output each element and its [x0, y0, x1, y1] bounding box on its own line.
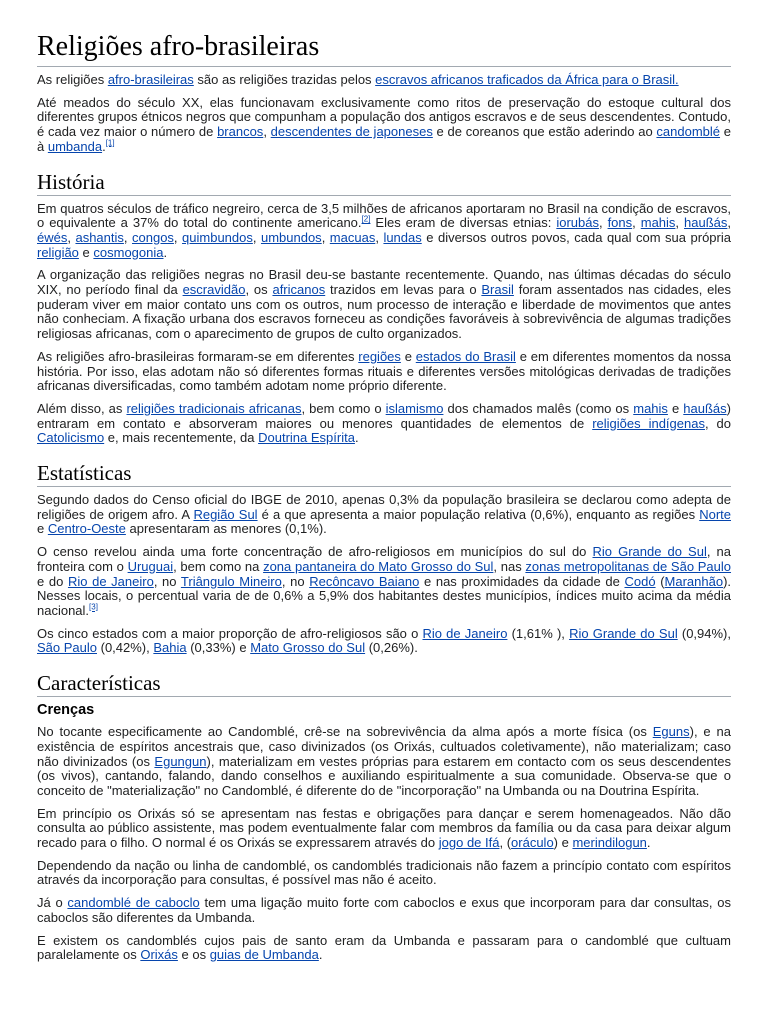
wiki-link[interactable]: estados do Brasil: [415, 348, 516, 364]
wiki-link[interactable]: quimbundos: [182, 229, 253, 245]
wiki-link[interactable]: islamismo: [385, 400, 444, 416]
text-run: ,: [375, 229, 384, 245]
wiki-link[interactable]: Orixás: [140, 947, 178, 963]
wiki-link[interactable]: Centro-Oeste: [47, 521, 126, 537]
wiki-link[interactable]: ashantis: [75, 229, 124, 245]
wiki-link[interactable]: Triângulo Mineiro: [180, 573, 282, 589]
text-run: foram assentados nas cidades, eles puderam viver em maior contato uns com os outros, num processo de interação e liberdade de movimentos que antes não conheciam. A fixação urbana dos escravos forneceu as condições favoráveis à sobrevivência de algumas tradições religiosas africanas, com o aparecimento de grupos de culto organizados.: [37, 282, 731, 342]
text-run: (1,61% ),: [507, 625, 570, 641]
wiki-link[interactable]: congos: [132, 229, 174, 245]
crencas-paragraph: [37, 807, 731, 851]
text-run: e: [78, 244, 94, 260]
text-run: e diversos outros povos, cada qual com sua própria: [421, 229, 731, 245]
text-run: ,: [321, 229, 330, 245]
section-heading-historia: História: [37, 170, 731, 196]
text-run: ,: [252, 229, 261, 245]
text-run: e: [667, 400, 684, 416]
text-run: No tocante especificamente ao Candomblé, crê-se na sobrevivência da alma após a morte física (os: [37, 724, 653, 740]
text-run: e em diferentes momentos da nossa história. Por isso, elas adotam não só diferentes formas rituais e diferentes versões mitológicas derivadas de tradições africanas diversificadas, como também adotam nome próprio diferente.: [37, 348, 731, 394]
wiki-link[interactable]: Mato Grosso do Sul: [250, 640, 366, 656]
wiki-link[interactable]: zonas metropolitanas de São Paulo: [525, 558, 732, 574]
text-run: .: [163, 244, 168, 260]
text-run: ), materializam em vestes próprias para estarem em contacto com os seus descendentes (os vivos), cantando, falando, dando conselhos e auxiliando espiritualmente a sua comunidade. Observa-se que o conceito de "materialização" no Candomblé, é diferente do de "incorporação" na Umbanda ou na Doutrina Espírita.: [37, 753, 731, 798]
text-run: , (: [499, 835, 512, 851]
text-run: Em princípio os Orixás só se apresentam nas festas e obrigações para dançar e serem homenageados. Não dão consulta ao público assistente, mas podem eventualmente falar com membros da família ou da casa para deixar algum recado para o filho. O normal é os Orixás se expressarem através do: [37, 805, 731, 851]
crencas-paragraph: [37, 859, 731, 888]
footnote-link[interactable]: [2]: [361, 214, 371, 224]
wiki-link[interactable]: guias de Umbanda: [209, 947, 319, 963]
wiki-link[interactable]: regiões: [358, 348, 401, 364]
wiki-link[interactable]: Norte: [699, 506, 731, 522]
page-title: Religiões afro-brasileiras: [37, 30, 731, 67]
wiki-link[interactable]: Maranhão: [664, 573, 724, 589]
text-run: ,: [123, 229, 132, 245]
wiki-link[interactable]: Recôncavo Baiano: [309, 573, 420, 589]
text-run: Dependendo da nação ou linha de candomblé, os candomblés tradicionais não fazem a princípio contato com espíritos através da incorporação para consultas, é possível mas não é aceito.: [37, 857, 731, 888]
wiki-link[interactable]: Rio Grande do Sul: [569, 625, 678, 641]
wiki-link[interactable]: Brasil: [481, 282, 514, 298]
wiki-link[interactable]: religiões indígenas: [592, 415, 705, 431]
wiki-link[interactable]: haußás: [683, 400, 727, 416]
text-run: e de coreanos que estão aderindo ao: [432, 124, 657, 140]
text-run: e os: [177, 947, 210, 963]
text-run: é a que apresenta a maior população relativa (0,6%), enquanto as regiões: [257, 506, 700, 522]
text-run: ), e na existência de espíritos ancestrais que, caso divinizados (os Orixás, cultuados coletivamente), não materializam; caso não divinizados (os: [37, 724, 732, 769]
wiki-link[interactable]: mahis: [640, 215, 676, 231]
wiki-link[interactable]: candomblé: [656, 124, 721, 140]
text-run: ,: [598, 215, 608, 231]
wiki-link[interactable]: oráculo: [511, 835, 554, 851]
text-run: .: [646, 835, 651, 851]
wiki-link[interactable]: umbundos: [260, 229, 322, 245]
section-heading-estatisticas: Estatísticas: [37, 461, 731, 487]
intro-paragraph: [37, 73, 731, 88]
wiki-link[interactable]: candomblé de caboclo: [67, 895, 200, 911]
text-run: As religiões: [37, 72, 108, 87]
estatisticas-paragraph: [37, 545, 731, 619]
wiki-link[interactable]: Catolicismo: [37, 430, 105, 446]
footnote-link[interactable]: [3]: [89, 602, 98, 612]
subsection-heading-crencas: Crenças: [37, 702, 95, 719]
text-run: .: [354, 430, 359, 446]
text-run: ,: [675, 215, 685, 231]
historia-paragraph: [37, 402, 731, 446]
text-run: (: [655, 573, 665, 589]
historia-paragraph: [37, 350, 731, 394]
wiki-link[interactable]: Uruguai: [127, 558, 174, 574]
wiki-link[interactable]: haußás: [684, 215, 728, 231]
text-run: , bem como na: [173, 558, 264, 574]
text-run: ). Nesses locais, o percentual varia de de 0,6% a 5,9% dos habitantes destes municípios, índices muito acima da média nacional.: [37, 573, 732, 618]
text-run: ,: [263, 124, 271, 140]
text-run: ) e: [553, 835, 573, 851]
text-run: Já o: [37, 895, 68, 911]
wiki-link[interactable]: Doutrina Espírita: [258, 430, 355, 446]
text-run: Eles eram de diversas etnias:: [370, 215, 557, 231]
wiki-link[interactable]: escravidão: [182, 282, 246, 298]
text-run: dos chamados malês (como os: [443, 400, 634, 416]
crencas-paragraph: [37, 896, 731, 925]
text-run: ,: [632, 215, 641, 231]
text-run: , no: [153, 573, 181, 589]
section-heading-caracteristicas: Características: [37, 671, 731, 697]
text-run: , bem como o: [301, 400, 386, 416]
text-run: ) entraram em contato e absorveram maiores ou menores quantidades de elementos de: [37, 400, 731, 431]
wiki-link[interactable]: macuas: [329, 229, 376, 245]
wiki-link[interactable]: iorubás: [556, 215, 599, 231]
text-run: trazidos em levas para o: [325, 282, 482, 298]
wiki-link[interactable]: lundas: [383, 229, 422, 245]
wiki-link[interactable]: fons: [607, 215, 633, 231]
text-run: As religiões afro-brasileiras formaram-se em diferentes: [37, 348, 359, 364]
footnote-link[interactable]: [1]: [105, 138, 115, 148]
historia-paragraph: [37, 268, 731, 342]
wiki-link[interactable]: descendentes de japoneses: [270, 124, 433, 140]
historia-paragraph: [37, 202, 731, 261]
wiki-link[interactable]: mahis: [633, 400, 668, 416]
text-run: ,: [67, 229, 76, 245]
footnote-ref: [106, 138, 115, 147]
text-run: Em quatros séculos de tráfico negreiro, cerca de 3,5 milhões de africanos aportaram no Brasil na condição de escravos, o equivalente a 37% do total do continente americano.: [37, 200, 731, 231]
text-run: .: [102, 138, 106, 154]
text-run: , nas: [493, 558, 526, 574]
wiki-link[interactable]: Região Sul: [193, 506, 258, 522]
wiki-link[interactable]: jogo de Ifá: [438, 835, 500, 851]
crencas-paragraph: [37, 725, 731, 799]
wiki-link[interactable]: Rio Grande do Sul: [592, 544, 707, 560]
estatisticas-paragraph: [37, 627, 731, 656]
footnote-ref: [89, 603, 98, 612]
text-run: , no: [281, 573, 310, 589]
text-run: .: [318, 947, 323, 963]
text-run: Segundo dados do Censo oficial do IBGE de 2010, apenas 0,3% da população brasileira se declarou como adepta de religiões de origem afro. A: [37, 492, 731, 522]
text-run: e do: [37, 573, 68, 589]
wiki-link[interactable]: escravos africanos traficados da África para o Brasil.: [375, 72, 679, 87]
wiki-link[interactable]: merindilogun: [572, 835, 647, 851]
wiki-link[interactable]: afro-brasileiras: [107, 72, 194, 87]
wiki-link[interactable]: religiões tradicionais africanas: [126, 400, 302, 416]
text-run: E existem os candomblés cujos pais de santo eram da Umbanda e passaram para o candomblé que cultuam paralelamente os: [37, 932, 731, 963]
text-run: , do: [704, 415, 732, 431]
text-run: ,: [727, 215, 732, 231]
wiki-link[interactable]: brancos: [217, 124, 264, 140]
wiki-link[interactable]: Eguns: [652, 724, 690, 740]
text-run: e: [400, 348, 416, 364]
wiki-link[interactable]: Bahia: [153, 640, 187, 656]
text-run: A organização das religiões negras no Brasil deu-se bastante recentemente. Quando, nas últimas décadas do século XIX, no período final da: [37, 267, 731, 298]
wiki-link[interactable]: Egungun: [154, 753, 207, 769]
wiki-link[interactable]: Rio de Janeiro: [422, 625, 508, 641]
crencas-paragraph: [37, 934, 731, 963]
text-run: e, mais recentemente, da: [104, 430, 259, 446]
wiki-link[interactable]: religião: [37, 244, 79, 260]
wiki-link[interactable]: umbanda: [47, 138, 103, 154]
text-run: (0,94%),: [677, 625, 732, 641]
text-run: ,: [173, 229, 183, 245]
wiki-link[interactable]: São Paulo: [37, 640, 97, 656]
article: [37, 0, 731, 963]
wiki-link[interactable]: Rio de Janeiro: [67, 573, 154, 589]
wiki-link[interactable]: zona pantaneira do Mato Grosso do Sul: [263, 558, 494, 574]
intro-paragraph: [37, 96, 731, 155]
text-run: e à: [37, 124, 731, 154]
wiki-link[interactable]: Codó: [624, 573, 656, 589]
text-run: Até meados do século XX, elas funcionavam exclusivamente como ritos de preservação do estoque cultural dos diferentes grupos étnicos negros que compunham a população dos antigos escravos e de seus descendentes. Contudo, é cada vez maior o número de: [37, 94, 731, 140]
text-run: (0,26%).: [365, 640, 418, 656]
wiki-link[interactable]: éwés: [37, 229, 68, 245]
wiki-link[interactable]: africanos: [272, 282, 326, 298]
text-run: (0,33%) e: [186, 640, 251, 656]
text-run: Além disso, as: [37, 400, 127, 416]
text-run: Os cinco estados com a maior proporção de afro-religiosos são o: [37, 625, 423, 641]
text-run: , na fronteira com o: [37, 544, 731, 574]
estatisticas-paragraph: [37, 493, 731, 537]
text-run: apresentaram as menores (0,1%).: [125, 521, 327, 537]
text-run: e: [37, 521, 48, 537]
wiki-link[interactable]: cosmogonia: [93, 244, 164, 260]
text-run: O censo revelou ainda uma forte concentração de afro-religiosos em municípios do sul do: [37, 544, 593, 560]
text-run: tem uma ligação muito forte com caboclos e exus que incorporam para dar consultas, os caboclos são diferentes da Umbanda.: [37, 895, 731, 925]
text-run: , os: [245, 282, 273, 298]
text-run: (0,42%),: [97, 640, 154, 656]
text-run: são as religiões trazidas pelos: [193, 72, 376, 87]
text-run: e nas proximidades da cidade de: [419, 573, 625, 589]
